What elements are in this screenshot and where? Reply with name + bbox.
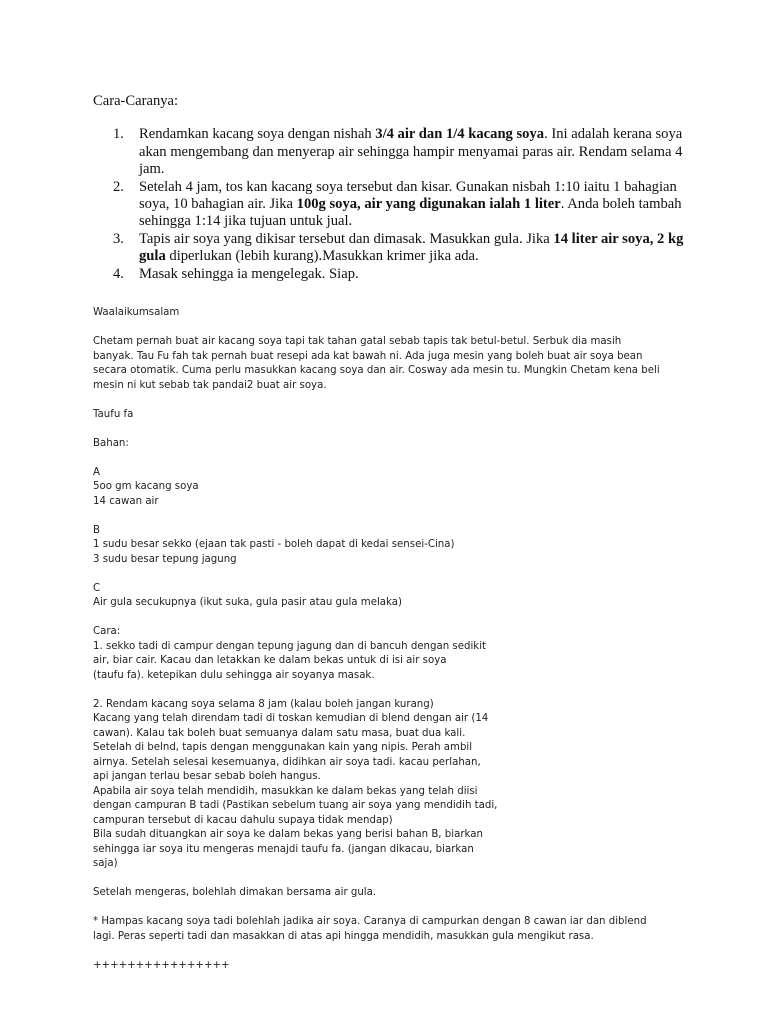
step-number: 1. [113, 126, 124, 143]
step-text-run: diperlukan (lebih kurang).Masukkan krimer jika ada. [165, 248, 479, 265]
step-text-run: Masak sehingga ia mengelegak. Siap. [139, 265, 359, 282]
step-number: 2. [113, 178, 124, 195]
step-text [139, 126, 682, 177]
taufu-fa-section [93, 306, 713, 973]
step-text [139, 179, 682, 230]
step-number: 4. [113, 265, 124, 282]
cara-caranya-section [93, 93, 693, 283]
section-heading: Cara-Caranya: [93, 93, 179, 109]
method-step-1: 1. sekko tadi di campur dengan tepung jagung dan di bancuh dengan sedikit air, biar cair. Kacau dan letakkan ke dalam bekas untuk di isi air soya (taufu fa). ketepikan dulu sehingga air soyanya masak. [93, 640, 487, 681]
recipe-title: Taufu fa [93, 408, 134, 420]
step-text-run: Rendamkan kacang soya dengan nishah [139, 126, 376, 143]
greeting-text: Waalaikumsalam [93, 307, 180, 318]
serving-note: Setelah mengeras, bolehlah dimakan bersama air gula. [93, 887, 377, 898]
step-text-run: Setelah 4 jam, tos kan kacang soya tersebut dan kisar. Gunakan nisbah 1:10 iaitu 1 bahagian soya, 10 bahagian air. Jika [139, 178, 677, 213]
group-a-label: A [93, 466, 100, 478]
step-item [93, 231, 693, 266]
step-item [93, 266, 693, 283]
step-text-run: Tapis air soya yang dikisar tersebut dan dimasak. Masukkan gula. Jika [139, 230, 554, 247]
group-c-ingredients: Air gula secukupnya (ikut suka, gula pasir atau gula melaka) [93, 597, 402, 608]
group-c-label: C [93, 582, 101, 594]
method-label: Cara: [93, 626, 121, 637]
hampas-note: * Hampas kacang soya tadi bolehlah jadika air soya. Caranya di campurkan dengan 8 cawan iar dan diblend lagi. Peras seperti tadi dan masakkan di atas api hingga mendidih, masukkan gula mengikut rasa. [93, 916, 647, 942]
steps-list [93, 126, 693, 283]
method-step-2: 2. Rendam kacang soya selama 8 jam (kalau boleh jangan kurang) Kacang yang telah direndam tadi di toskan kemudian di blend dengan air (14 cawan). Kalau tak boleh buat semuanya dalam satu masa, buat dua kali. Setelah di belnd, tapis dengan menggunakan kain yang nipis. Perah ambil airnya. Setelah selesai kesemuanya, didihkan air soya tadi. kacau perlahan, api jangan terlau besar sebab boleh hangus. Apabila air soya telah mendidih, masukkan ke dalam bekas yang telah diisi dengan campuran B tadi (Pastikan sebelum tuang air soya yang mendidih tadi, campuran tersebut di kacau dahulu supaya tidak mendap) Bila sudah dituangkan air soya ke dalam bekas yang berisi bahan B, biarkan sehingga iar soya itu mengeras menajdi taufu fa. (jangan dikacau, biarkan saja) [93, 698, 498, 869]
step-text-bold: 3/4 air dan 1/4 kacang soya [375, 126, 545, 143]
group-b-label: B [93, 524, 100, 536]
step-text-bold: 14 liter air soya, 2 kg gula [139, 230, 684, 265]
step-text-run: . Anda boleh tambah sehingga 1:14 jika tujuan untuk jual. [139, 196, 682, 230]
group-b-ingredients: 1 sudu besar sekko (ejaan tak pasti - boleh dapat di kedai sensei-Cina) 3 sudu besar tepung jagung [93, 539, 455, 565]
separator-line: ++++++++++++++++ [93, 959, 230, 971]
step-item [93, 179, 693, 231]
step-text [139, 266, 359, 282]
step-text [139, 231, 683, 264]
ingredients-label: Bahan: [93, 437, 129, 449]
step-item [93, 126, 693, 178]
step-number: 3. [113, 230, 124, 247]
step-text-bold: 100g soya, air yang digunakan ialah 1 liter [296, 196, 561, 213]
step-text-run: . Ini adalah kerana soya akan mengembang dan menyerap air sehingga hampir menyamai paras air. Rendam selama 4 jam. [139, 126, 683, 178]
intro-paragraph: Chetam pernah buat air kacang soya tapi tak tahan gatal sebab tapis tak betul-betul. Serbuk dia masih banyak. Tau Fu fah tak pernah buat resepi ada kat bawah ni. Ada juga mesin yang boleh buat air soya bean secara otomatik. Cuma perlu masukkan kacang soya dan air. Cosway ada mesin tu. Mungkin Chetam kena beli mesin ni kut sebab tak pandai2 buat air soya. [93, 336, 660, 391]
group-a-ingredients: 5oo gm kacang soya 14 cawan air [93, 481, 199, 507]
